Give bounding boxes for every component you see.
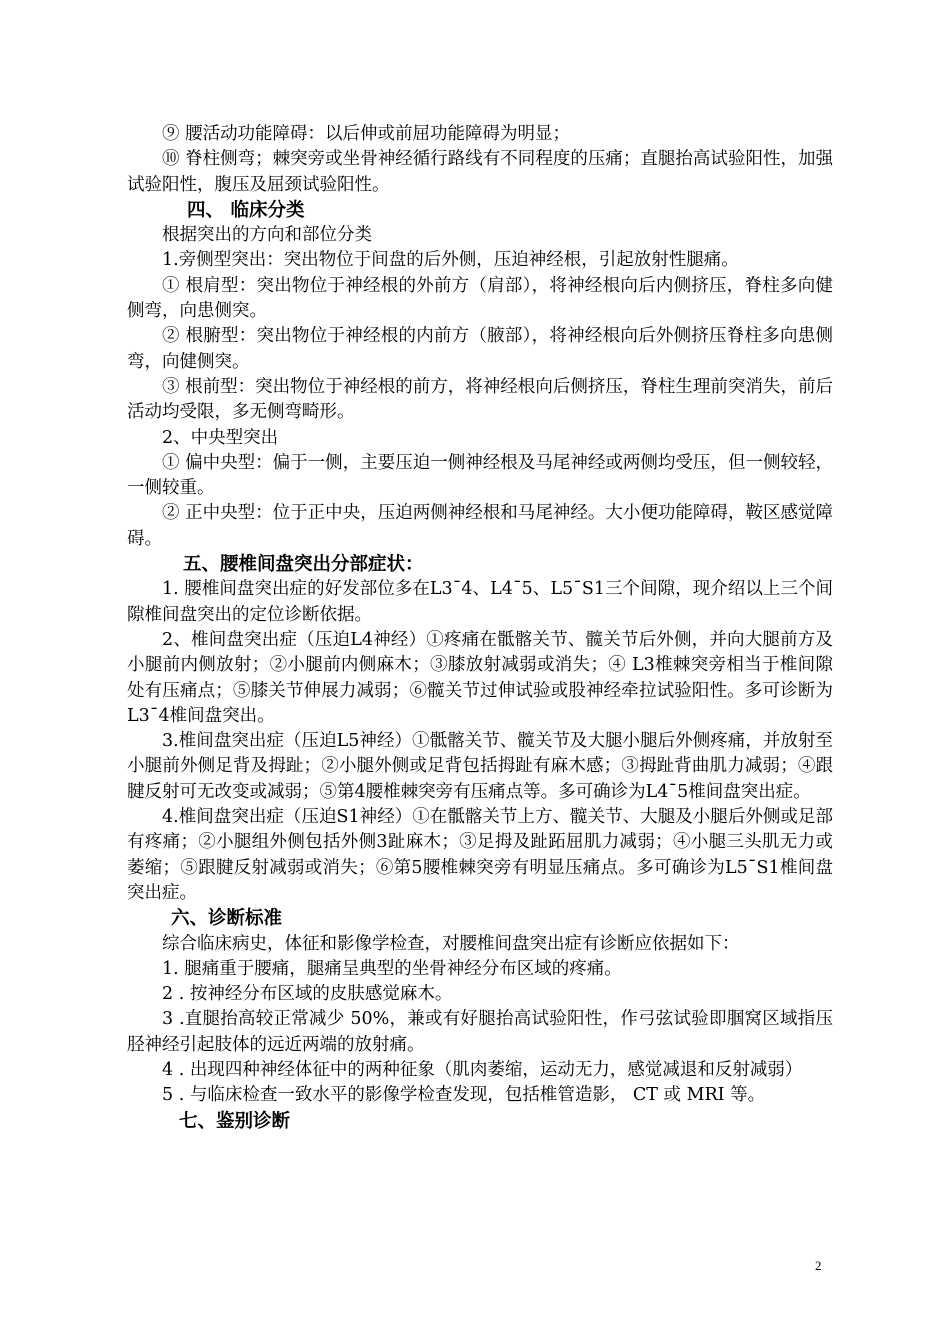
paragraph: 2、中央型突出: [162, 427, 279, 448]
section-heading: 四、 临床分类: [187, 199, 305, 221]
paragraph: ⑨ 腰活动功能障碍：以后伸或前屈功能障碍为明显；: [162, 124, 571, 144]
paragraph: 综合临床病史，体征和影像学检查，对腰椎间盘突出症有诊断应依据如下：: [162, 933, 740, 954]
paragraph: 1. 腿痛重于腰痛，腿痛呈典型的坐骨神经分布区域的疼痛。: [162, 958, 622, 979]
document-body: [127, 122, 833, 1134]
paragraph: 5 . 与临床检查一致水平的影像学检查发现，包括椎管造影， CT 或 MRI 等。: [162, 1085, 766, 1106]
paragraph: 4 . 出现四种神经体征中的两种征象（肌肉萎缩，运动无力，感觉减退和反射减弱）: [162, 1059, 803, 1080]
paragraph: ① 根肩型：突出物位于神经根的外前方（肩部），将神经根向后内侧挤压，脊柱多向健侧弯，向患侧突。: [127, 275, 833, 322]
paragraph: ① 偏中央型：偏于一侧，主要压迫一侧神经根及马尾神经或两侧均受压，但一侧较轻，一侧较重。: [127, 452, 833, 499]
paragraph: 1.旁侧型突出：突出物位于间盘的后外侧，压迫神经根，引起放射性腿痛。: [162, 250, 739, 271]
paragraph: ③ 根前型：突出物位于神经根的前方，将神经根向后侧挤压，脊柱生理前突消失，前后活动均受限，多无侧弯畸形。: [127, 376, 833, 423]
section-heading: 七、鉴别诊断: [179, 1110, 291, 1132]
paragraph: 根据突出的方向和部位分类: [162, 225, 372, 246]
page-number: 2: [815, 1258, 822, 1273]
paragraph: ② 正中央型：位于正中央，压迫两侧神经根和马尾神经。大小便功能障碍，鞍区感觉障碍。: [127, 503, 833, 549]
paragraph: 4.椎间盘突出症（压迫S1神经）①在骶髂关节上方、髋关节、大腿及小腿后外侧或足部有疼痛；②小腿组外侧包括外侧3趾麻木；③足拇及趾跖屈肌力减弱；④小腿三头肌无力或萎缩；⑤跟腱反射减弱或消失；⑥第5腰椎棘突旁有明显压痛点。多可确诊为L5¯S1椎间盘突出症。: [127, 807, 833, 903]
paragraph: 2 . 按神经分布区域的皮肤感觉麻木。: [162, 984, 453, 1005]
paragraph: ⑩ 脊柱侧弯；棘突旁或坐骨神经循行路线有不同程度的压痛；直腿抬高试验阳性，加强试验阳性，腹压及屈颈试验阳性。: [127, 149, 833, 195]
paragraph: ② 根腑型：突出物位于神经根的内前方（腋部），将神经根向后外侧挤压脊柱多向患侧弯，向健侧突。: [127, 326, 833, 372]
paragraph: 3.椎间盘突出症（压迫L5神经）①骶髂关节、髋关节及大腿小腿后外侧疼痛，并放射至小腿前外侧足背及拇趾；②小腿外侧或足背包括拇趾有麻木感；③拇趾背曲肌力减弱；④跟腱反射可无改变或减弱；⑤第4腰椎棘突旁有压痛点等。多可确诊为L4¯5椎间盘突出症。: [127, 731, 833, 802]
paragraph: 3 .直腿抬高较正常减少 50%，兼或有好腿抬高试验阳性，作弓弦试验即腘窝区域指压胫神经引起肢体的远近两端的放射痛。: [127, 1009, 833, 1055]
paragraph: 2、椎间盘突出症（压迫L4神经）①疼痛在骶髂关节、髋关节后外侧，并向大腿前方及小腿前内侧放射；②小腿前内侧麻木；③膝放射减弱或消失；④ L3椎棘突旁相当于椎间隙处有压痛点；⑤膝关节伸展力减弱；⑥髋关节过伸试验或股神经牵拉试验阳性。多可诊断为L3¯4椎间盘突出。: [127, 629, 833, 726]
section-heading: 五、腰椎间盘突出分部症状：: [183, 554, 424, 576]
section-heading: 六、诊断标准: [171, 908, 283, 930]
paragraph: 1. 腰椎间盘突出症的好发部位多在L3¯4、L4¯5、L5¯S1三个间隙，现介绍以上三个间隙椎间盘突出的定位诊断依据。: [127, 579, 833, 625]
